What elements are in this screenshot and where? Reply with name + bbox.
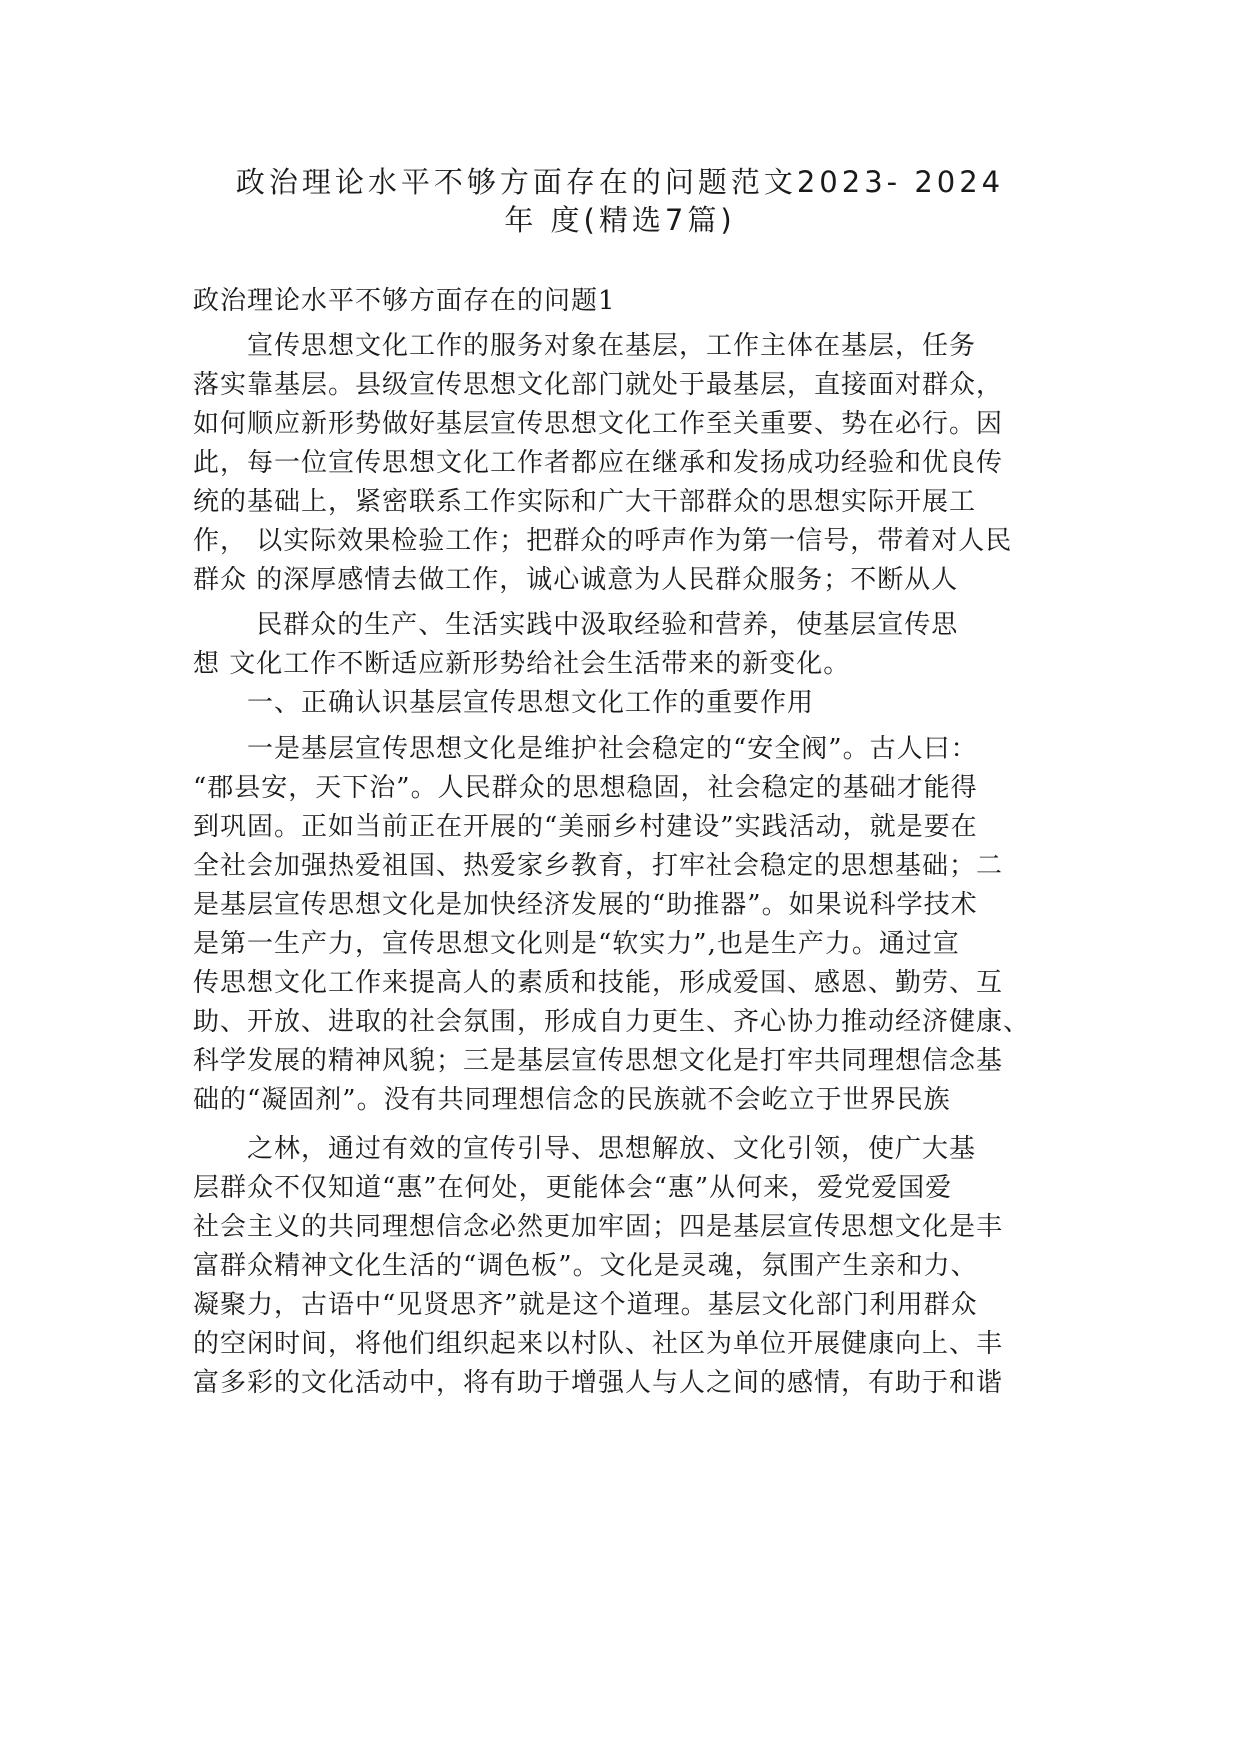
text-line: 的空闲时间，将他们组织起来以村队、社区为单位开展健康向上、丰 xyxy=(193,1329,1004,1359)
paragraph-2 xyxy=(193,606,1068,723)
text-line: “郡县安，天下治”。人民群众的思想稳固，社会稳定的基础才能得 xyxy=(193,773,978,803)
paragraph-3 xyxy=(193,730,1068,1120)
document-title-line-2: 年 度(精选7篇) xyxy=(504,203,736,237)
text-line: 民群众的生产、生活实践中汲取经验和营养，使基层宣传思 xyxy=(193,610,959,640)
text-line: 之林，通过有效的宣传引导、思想解放、文化引领，使广大基 xyxy=(193,1134,977,1164)
paragraph-1 xyxy=(193,327,1068,600)
text-line: 此，每一位宣传思想文化工作者都应在继承和发扬成功经验和优良传 xyxy=(193,448,1004,478)
text-line: 科学发展的精神风貌；三是基层宣传思想文化是打牢共同理想信念基 xyxy=(193,1046,1004,1076)
text-line: 传思想文化工作来提高人的素质和技能，形成爱国、感恩、勤劳、互 xyxy=(193,968,1004,998)
text-line: 想 文化工作不断适应新形势给社会生活带来的新变化。 xyxy=(193,649,851,679)
document-title-line-1: 政治理论水平不够方面存在的问题范文2023- 2024 xyxy=(235,165,1005,199)
text-line: 社会主义的共同理想信念必然更加牢固；四是基层宣传思想文化是丰 xyxy=(193,1212,1004,1242)
text-line: 落实靠基层。县级宣传思想文化部门就处于最基层，直接面对群众， xyxy=(193,370,1004,400)
text-line: 层群众不仅知道“惠”在何处，更能体会“惠”从何来，爱党爱国爱 xyxy=(193,1173,953,1203)
text-line: 宣传思想文化工作的服务对象在基层，工作主体在基层，任务 xyxy=(193,331,977,361)
text-line: 凝聚力，古语中“见贤思齐”就是这个道理。基层文化部门利用群众 xyxy=(193,1290,978,1320)
section-heading xyxy=(193,282,1068,321)
text-line: 统的基础上，紧密联系工作实际和广大干部群众的思想实际开展工 xyxy=(193,487,977,517)
text-line: 是基层宣传思想文化是加快经济发展的“助推器”。如果说科学技术 xyxy=(193,890,978,920)
text-line: 全社会加强热爱祖国、热爱家乡教育，打牢社会稳定的思想基础；二 xyxy=(193,851,1004,881)
text-line: 群众 的深厚感情去做工作，诚心诚意为人民群众服务；不断从人 xyxy=(193,565,959,595)
text-line: 础的“凝固剂”。没有共同理想信念的民族就不会屹立于世界民族 xyxy=(193,1085,951,1115)
text-line: 富多彩的文化活动中，将有助于增强人与人之间的感情，有助于和谐 xyxy=(193,1368,1004,1398)
text-line: 作， 以实际效果检验工作；把群众的呼声作为第一信号，带着对人民 xyxy=(193,526,1013,556)
text-line: 富群众精神文化生活的“调色板”。文化是灵魂，氛围产生亲和力、 xyxy=(193,1251,978,1281)
text-line: 如何顺应新形势做好基层宣传思想文化工作至关重要、势在必行。因 xyxy=(193,409,1004,439)
text-line: 一是基层宣传思想文化是维护社会稳定的“安全阀”。古人曰： xyxy=(193,734,978,764)
text-line: 一、正确认识基层宣传思想文化工作的重要作用 xyxy=(193,688,815,718)
text-line: 是第一生产力，宣传思想文化则是“软实力”,也是生产力。通过宣 xyxy=(193,929,960,959)
text-line: 助、开放、进取的社会氛围，形成自力更生、齐心协力推动经济健康、 xyxy=(193,1007,1031,1037)
section-heading-text: 政治理论水平不够方面存在的问题1 xyxy=(193,286,616,316)
text-line: 到巩固。正如当前正在开展的“美丽乡村建设”实践活动，就是要在 xyxy=(193,812,978,842)
paragraph-4 xyxy=(193,1130,1068,1403)
